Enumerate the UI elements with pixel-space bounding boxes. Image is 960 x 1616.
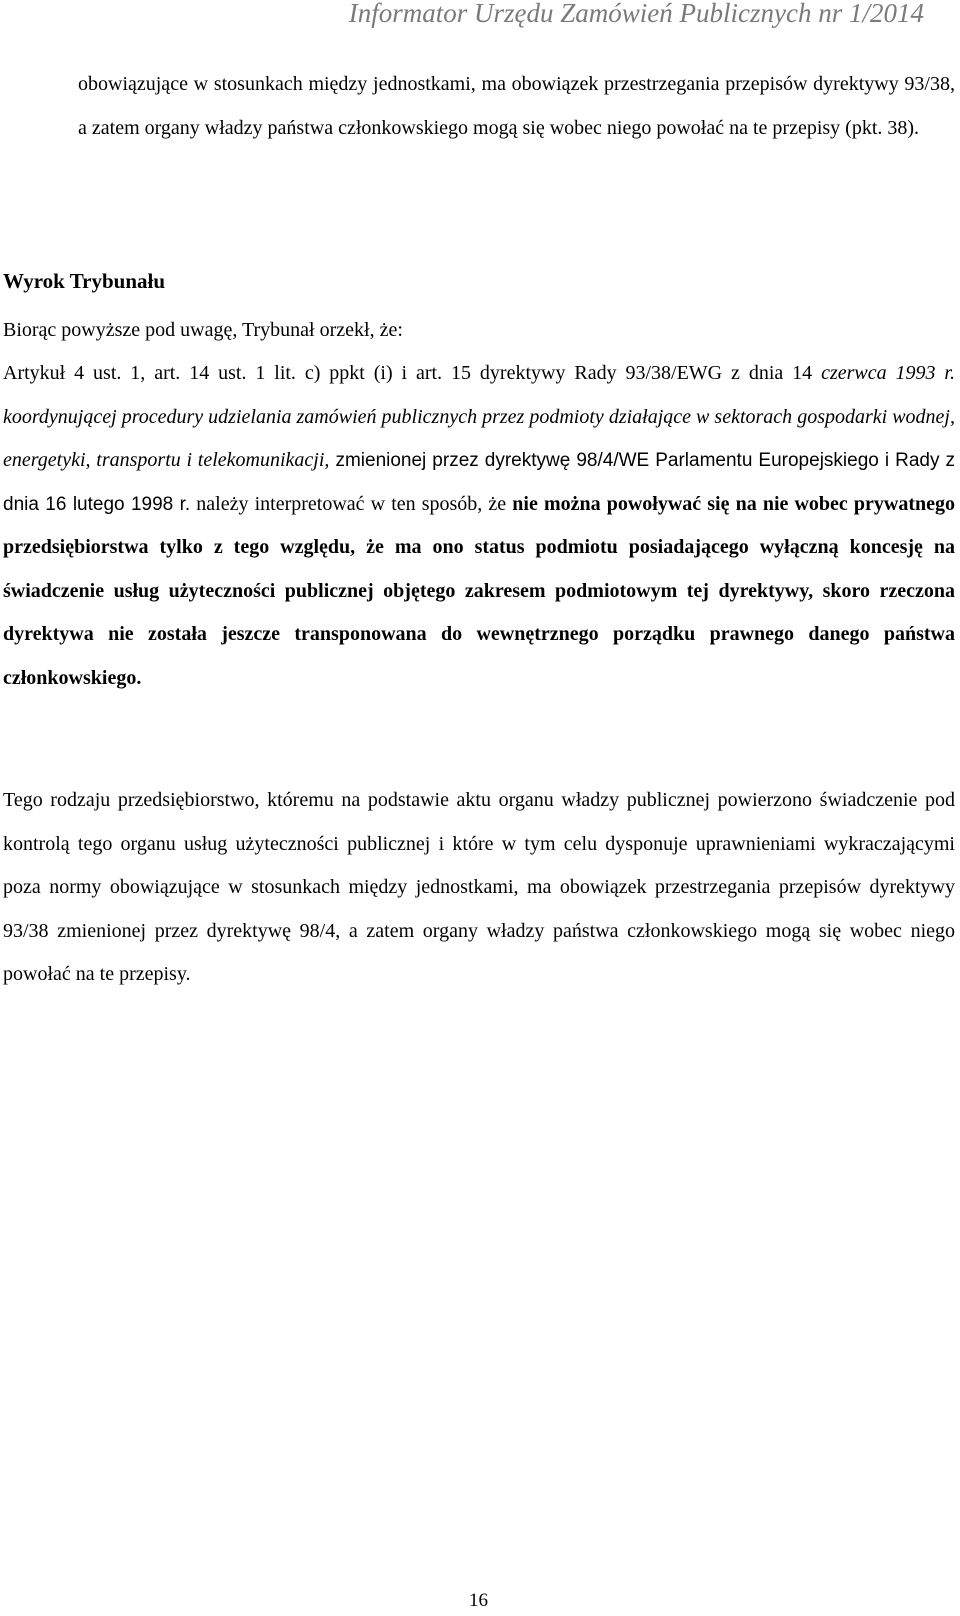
ruling-text-regular-2: należy interpretować w ten sposób, że bbox=[190, 492, 513, 515]
paragraph-continuation: obowiązujące w stosunkach między jednostkami, ma obowiązek przestrzegania przepisów dyrektywy 93/38, a zatem organy władzy państwa członkowskiego mogą się wobec niego powołać na te przepisy (pkt. 38). bbox=[78, 73, 955, 139]
page-number: 16 bbox=[469, 1590, 488, 1611]
ruling-text-italic: czerwca 1993 r. koordynującej procedury udzielania zamówień publicznych przez podmioty działające w sektorach gospodarki wodnej, energetyki, transportu i telekomunikacji, bbox=[3, 362, 955, 471]
ruling-text-regular: Artykuł 4 ust. 1, art. 14 ust. 1 lit. c) ppkt (i) i art. 15 dyrektywy Rady 93/38/EWG z dnia 14 bbox=[3, 362, 822, 384]
ruling-paragraph bbox=[3, 352, 955, 700]
ruling-text-sans: zmienionej przez dyrektywę 98/4/WE Parlamentu Europejskiego i Rady z dnia 16 lutego 1998 r. bbox=[3, 450, 955, 515]
ruling-text-bold: nie można powoływać się na nie wobec prywatnego przedsiębiorstwa tylko z tego względu, że ma ono status podmiotu posiadającego wyłączną koncesję na świadczenie usług użyteczności publicznej objętego zakresem podmiotowym tej dyrektywy, skoro rzeczona dyrektywa nie została jeszcze transponowana do wewnętrznego porządku prawnego danego państwa członkowskiego. bbox=[3, 492, 956, 689]
closing-paragraph: Tego rodzaju przedsiębiorstwo, któremu na podstawie aktu organu władzy publicznej powierzono świadczenie pod kontrolą tego organu usług użyteczności publicznej i które w tym celu dysponuje uprawnieniami wykraczającymi poza normy obowiązujące w stosunkach między jednostkami, ma obowiązek przestrzegania przepisów dyrektywy 93/38 zmienionej przez dyrektywę 98/4, a zatem organy władzy państwa członkowskiego mogą się wobec niego powołać na te przepisy. bbox=[3, 789, 955, 985]
intro-line: Biorąc powyższe pod uwagę, Trybunał orzekł, że: bbox=[3, 319, 403, 341]
section-heading: Wyrok Trybunału bbox=[3, 269, 166, 293]
running-header: Informator Urzędu Zamówień Publicznych nr 1/2014 bbox=[348, 0, 924, 28]
